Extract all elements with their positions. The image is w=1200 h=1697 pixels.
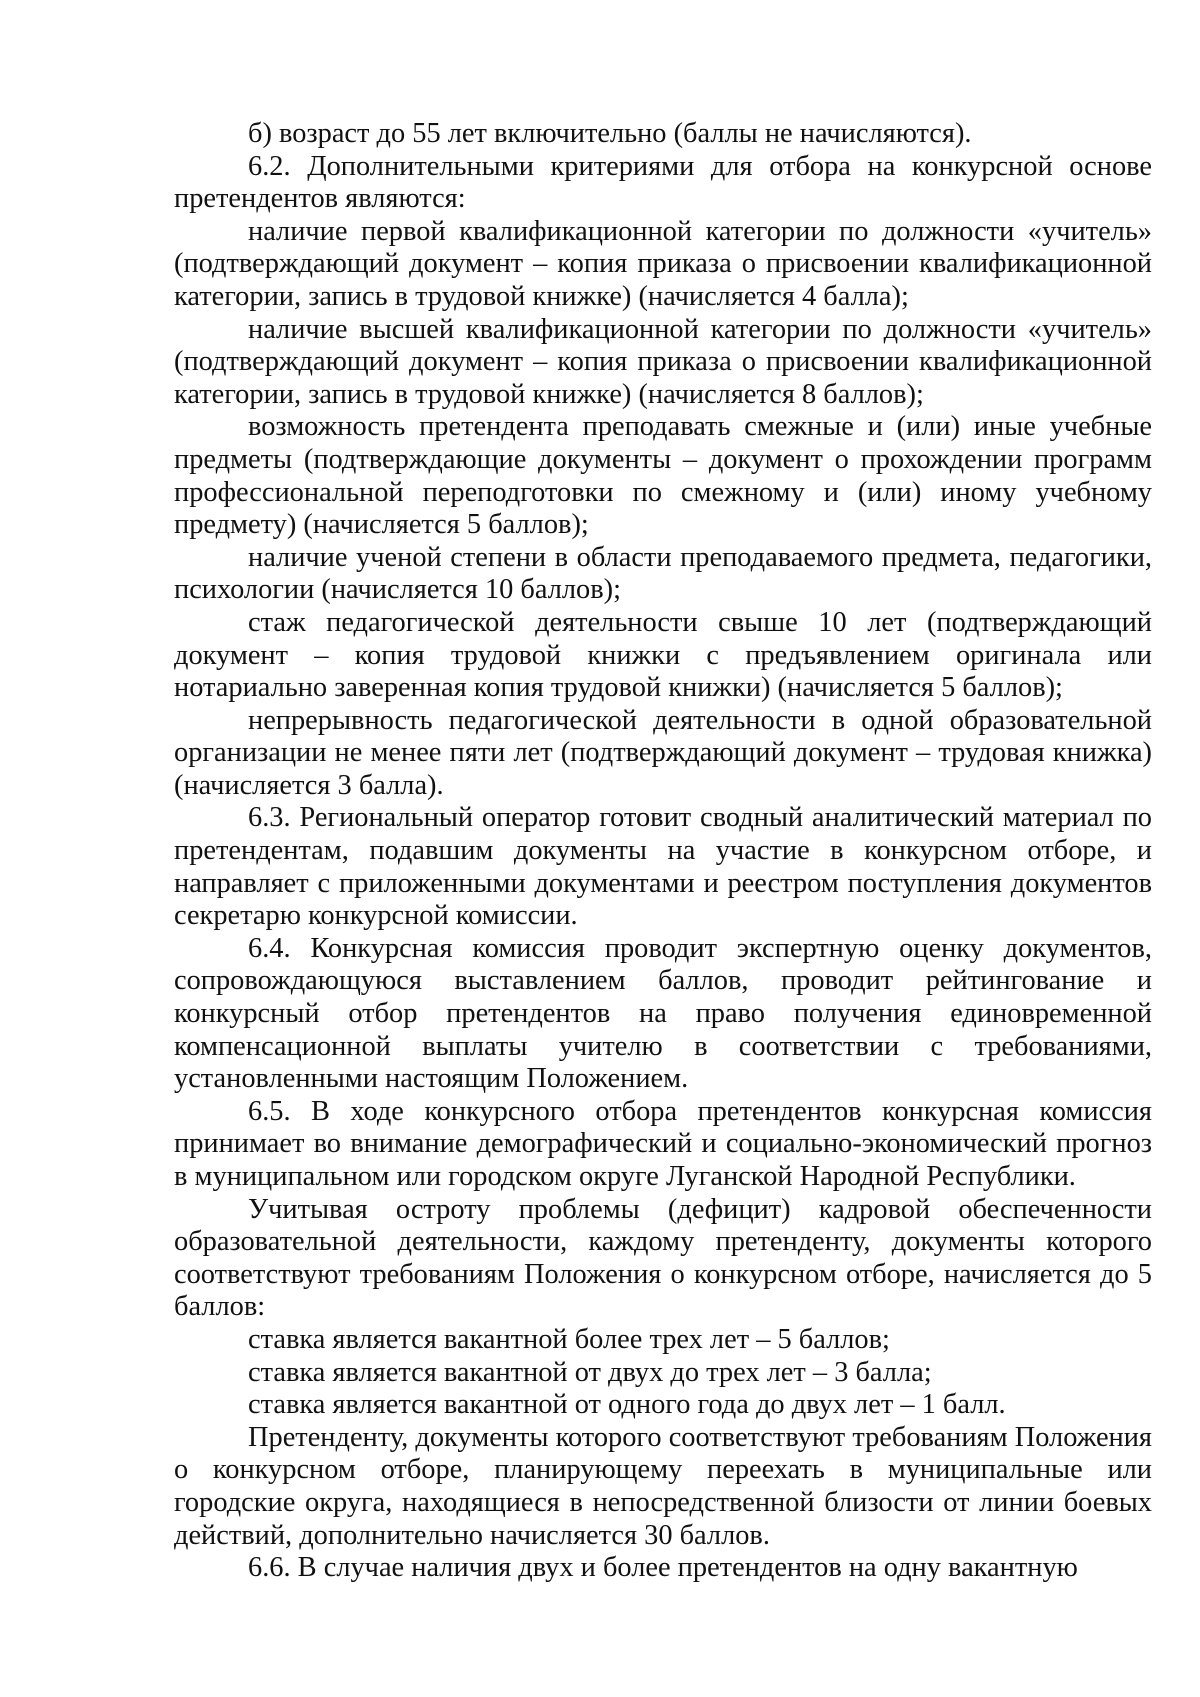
- paragraph-6-6: 6.6. В случае наличия двух и более претендентов на одну вакантную: [248, 1552, 1078, 1584]
- paragraph-age-criterion: б) возраст до 55 лет включительно (баллы не начисляются).: [248, 118, 972, 149]
- paragraph-6-5: 6.5. В ходе конкурсного отбора претендентов конкурсная комиссия принимает во внимание демографический и социально-экономический прогноз в муниципальном или городском округе Луганской Народной Республики.: [174, 1095, 1152, 1192]
- document-body: [174, 118, 1152, 1585]
- paragraph-vacancy-2-3-years: ставка является вакантной от двух до трех лет – 3 балла;: [248, 1356, 932, 1388]
- paragraph-6-2: 6.2. Дополнительными критериями для отбора на конкурсной основе претендентов являются:: [174, 150, 1152, 215]
- paragraph-continuity: непрерывность педагогической деятельности в одной образовательной организации не менее пяти лет (подтверждающий документ – трудовая книжка) (начисляется 3 балла).: [174, 704, 1152, 801]
- paragraph-shortage: Учитывая остроту проблемы (дефицит) кадровой обеспеченности образовательной деятельности, каждому претенденту, документы которого соответствуют требованиям Положения о конкурсном отборе, начисляется до 5 баллов:: [174, 1193, 1152, 1323]
- paragraph-relocation-bonus: Претенденту, документы которого соответствуют требованиям Положения о конкурсном отборе, планирующему переехать в муниципальные или городские округа, находящиеся в непосредственной близости от линии боевых действий, дополнительно начисляется 30 баллов.: [174, 1421, 1152, 1551]
- paragraph-vacancy-1-2-years: ставка является вакантной от одного года до двух лет – 1 балл.: [248, 1389, 1006, 1421]
- paragraph-experience: стаж педагогической деятельности свыше 10 лет (подтверждающий документ – копия трудовой книжки с предъявлением оригинала или нотариально заверенная копия трудовой книжки) (начисляется 5 баллов);: [174, 606, 1152, 704]
- paragraph-vacancy-3-years: ставка является вакантной более трех лет – 5 баллов;: [248, 1323, 890, 1355]
- paragraph-6-3: 6.3. Региональный оператор готовит сводный аналитический материал по претендентам, подавшим документы на участие в конкурсном отборе, и направляет с приложенными документами и реестром поступления документов секретарю конкурсной комиссии.: [174, 802, 1152, 932]
- paragraph-highest-category: наличие высшей квалификационной категории по должности «учитель» (подтверждающий документ – копия приказа о присвоении квалификационной категории, запись в трудовой книжке) (начисляется 8 баллов);: [174, 313, 1152, 410]
- paragraph-academic-degree: наличие ученой степени в области преподаваемого предмета, педагогики, психологии (начисляется 10 баллов);: [174, 541, 1152, 606]
- paragraph-first-category: наличие первой квалификационной категории по должности «учитель» (подтверждающий документ – копия приказа о присвоении квалификационной категории, запись в трудовой книжке) (начисляется 4 балла);: [174, 215, 1152, 312]
- paragraph-6-4: 6.4. Конкурсная комиссия проводит экспертную оценку документов, сопровождающуюся выставлением баллов, проводит рейтингование и конкурсный отбор претендентов на право получения единовременной компенсационной выплаты учителю в соответствии с требованиями, установленными настоящим Положением.: [174, 932, 1152, 1095]
- paragraph-related-subjects: возможность претендента преподавать смежные и (или) иные учебные предметы (подтверждающие документы – документ о прохождении программ профессиональной переподготовки по смежному и (или) иному учебному предмету) (начисляется 5 баллов);: [174, 411, 1152, 541]
